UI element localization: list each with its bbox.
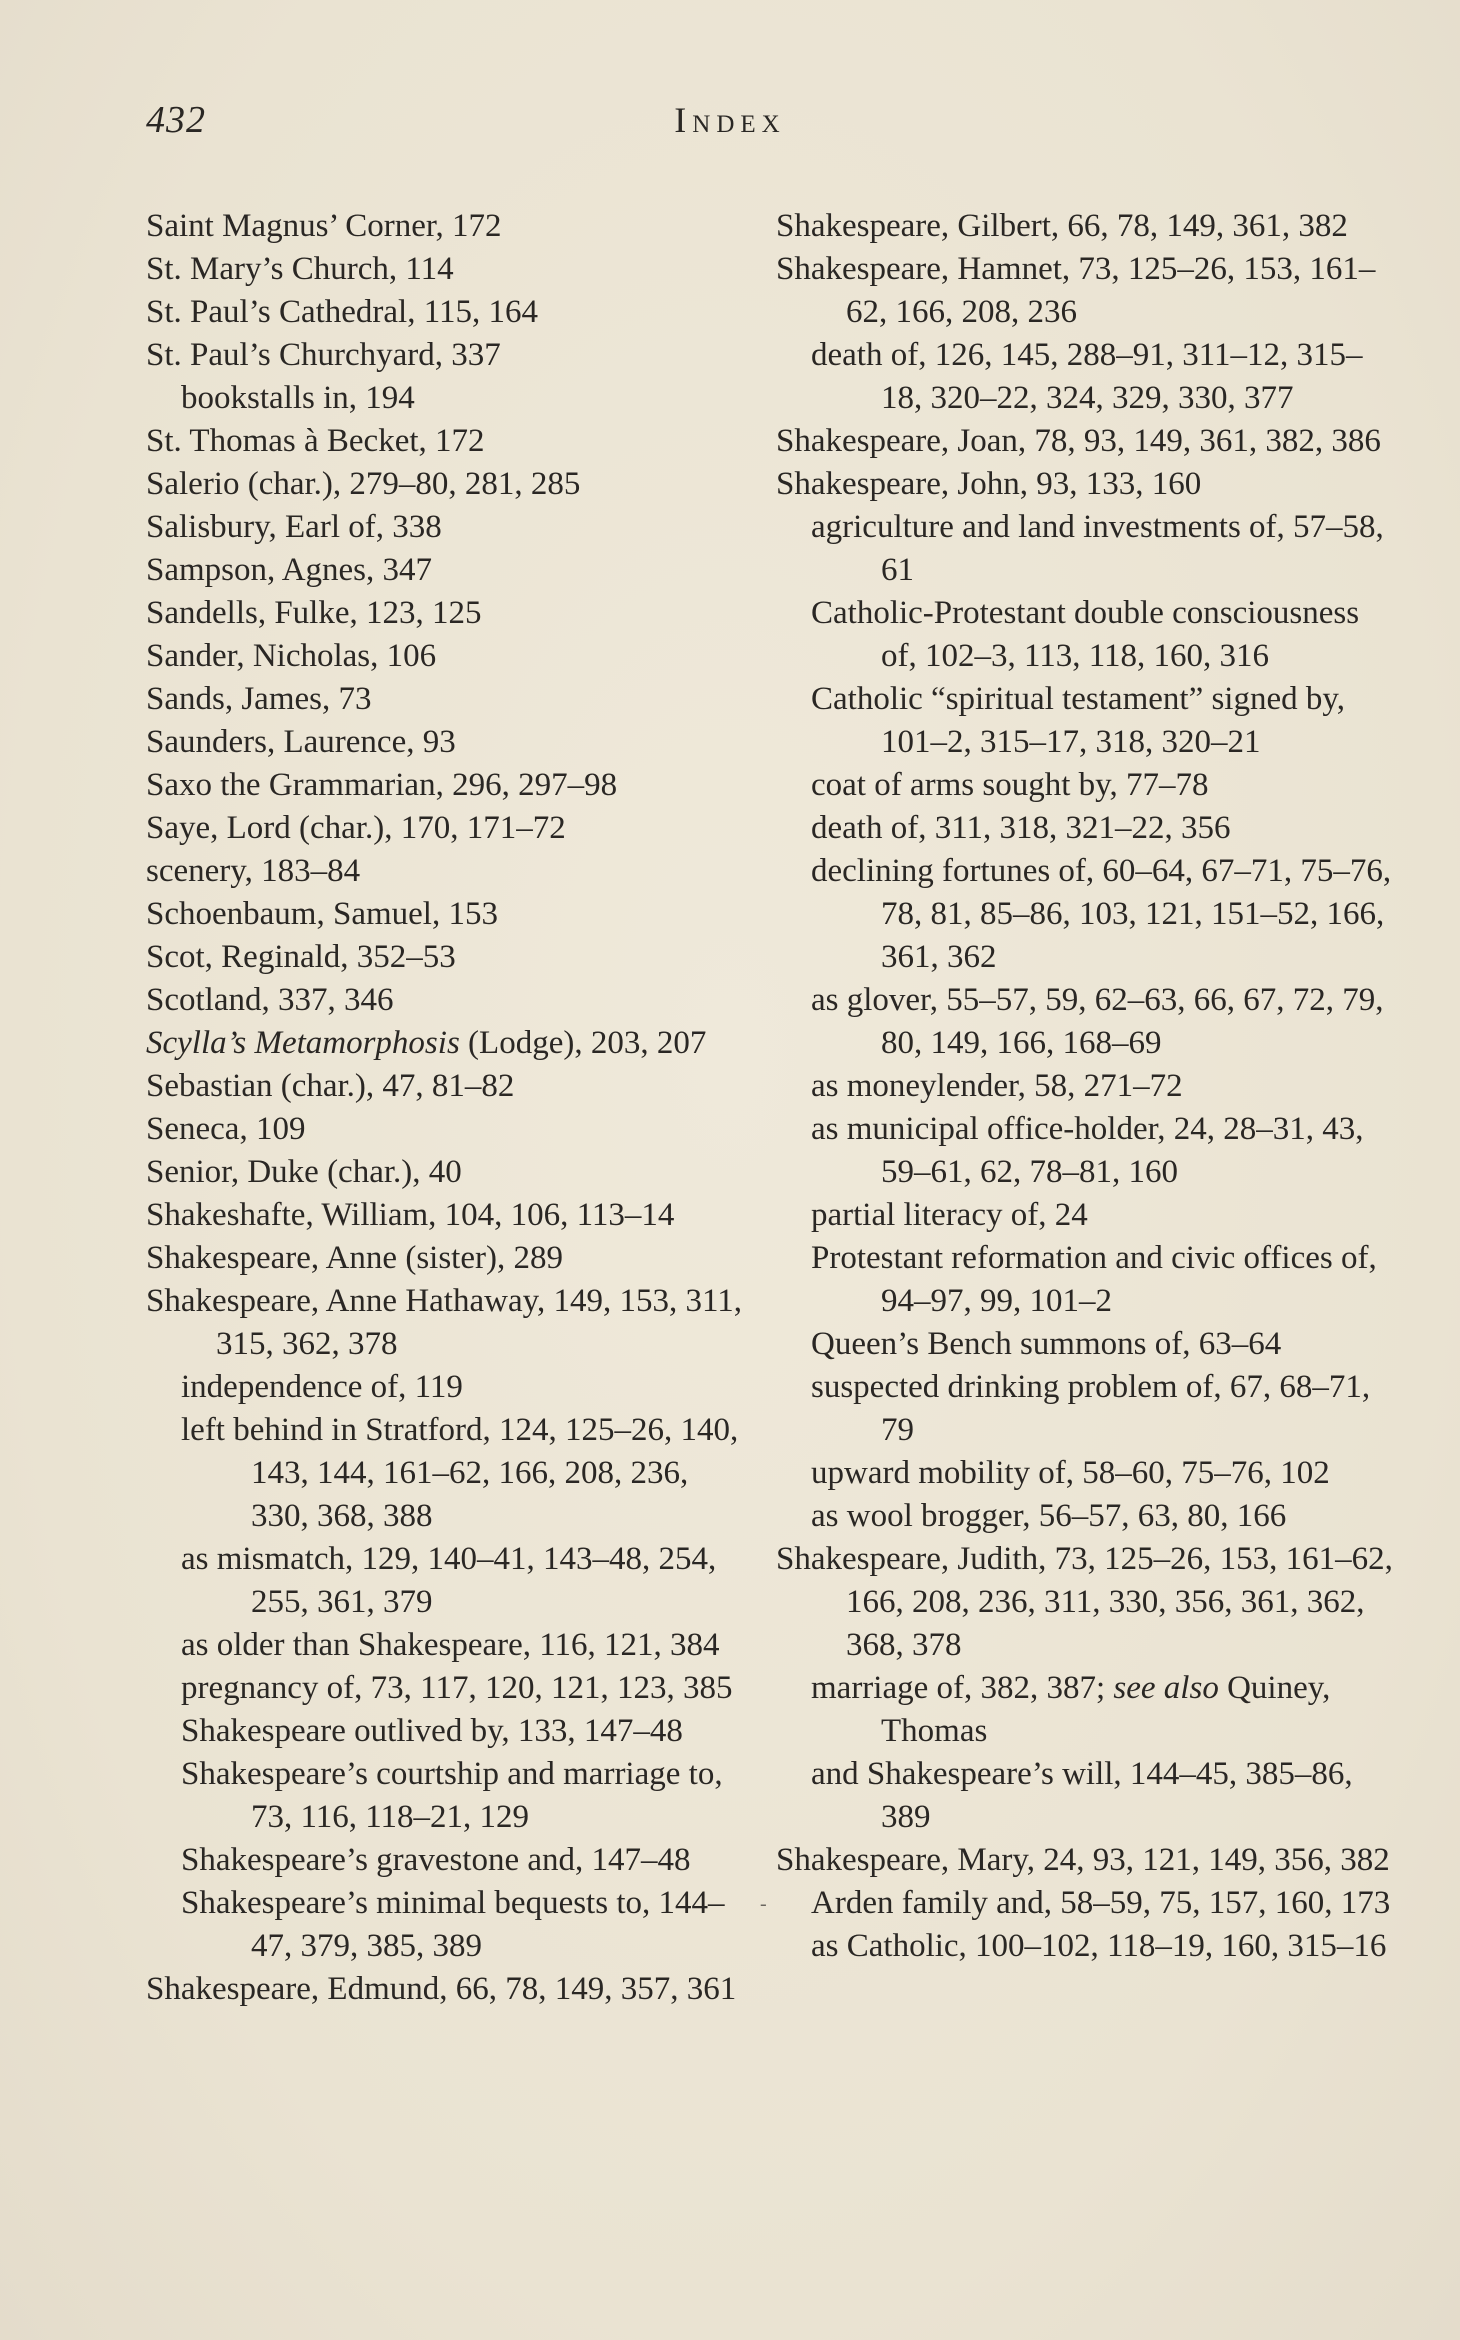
page-number: 432: [146, 99, 206, 141]
index-entry-title: Scylla’s Metamorphosis: [146, 1025, 460, 1061]
index-subentry: declining fortunes of, 60–64, 67–71, 75–76, 78, 81, 85–86, 103, 121, 151–52, 166, 361, 362: [811, 853, 1392, 975]
index-subentry: left behind in Stratford, 124, 125–26, 140, 143, 144, 161–62, 166, 208, 236, 330, 368, 388: [181, 1412, 739, 1534]
index-subentry: Catholic-Protestant double consciousness of, 102–3, 113, 118, 160, 316: [811, 595, 1360, 674]
running-head: Index: [674, 100, 786, 140]
index-entry: Salerio (char.), 279–80, 281, 285: [146, 466, 581, 502]
index-subentry: suspected drinking problem of, 67, 68–71, 79: [811, 1369, 1371, 1448]
index-column-right: [776, 205, 1396, 1968]
index-entry-text: marriage of, 382, 387;: [811, 1670, 1114, 1706]
index-column-left: [146, 205, 746, 2011]
index-entry-text: (Lodge), 203, 207: [459, 1025, 707, 1061]
index-entry: St. Thomas à Becket, 172: [146, 423, 485, 459]
index-subentry: as Catholic, 100–102, 118–19, 160, 315–16: [811, 1928, 1387, 1964]
index-entry: Saunders, Laurence, 93: [146, 724, 456, 760]
index-entry: Sandells, Fulke, 123, 125: [146, 595, 482, 631]
cross-reference-target: Quiney, Thomas: [881, 1670, 1331, 1749]
index-entry: [146, 1022, 746, 1065]
index-subentry: Arden family and, 58–59, 75, 157, 160, 173: [811, 1885, 1391, 1921]
index-entry: scenery, 183–84: [146, 853, 361, 889]
index-entry: Salisbury, Earl of, 338: [146, 509, 442, 545]
index-entry: Saxo the Grammarian, 296, 297–98: [146, 767, 618, 803]
index-subentry: bookstalls in, 194: [181, 380, 415, 416]
index-entry: Shakespeare, Edmund, 66, 78, 149, 357, 361: [146, 1971, 737, 2007]
index-subentry: death of, 311, 318, 321–22, 356: [811, 810, 1231, 846]
index-subentry: Shakespeare outlived by, 133, 147–48: [181, 1713, 683, 1749]
index-entry: Scot, Reginald, 352–53: [146, 939, 456, 975]
index-entry: Sebastian (char.), 47, 81–82: [146, 1068, 515, 1104]
index-subentry: as municipal office-holder, 24, 28–31, 43, 59–61, 62, 78–81, 160: [811, 1111, 1364, 1190]
index-entry: Sands, James, 73: [146, 681, 372, 717]
index-entry: Saye, Lord (char.), 170, 171–72: [146, 810, 566, 846]
index-entry: Shakespeare, Mary, 24, 93, 121, 149, 356, 382: [776, 1842, 1390, 1878]
index-subentry: Shakespeare’s gravestone and, 147–48: [181, 1842, 691, 1878]
index-subentry: Queen’s Bench summons of, 63–64: [811, 1326, 1282, 1362]
index-entry: Shakespeare, Hamnet, 73, 125–26, 153, 161–62, 166, 208, 236: [776, 251, 1376, 330]
index-subentry: and Shakespeare’s will, 144–45, 385–86, 389: [811, 1756, 1353, 1835]
index-subentry: [776, 1667, 1396, 1753]
stray-mark: -: [760, 1893, 767, 1915]
index-entry: Shakespeare, Joan, 78, 93, 149, 361, 382, 386: [776, 423, 1381, 459]
index-entry: Schoenbaum, Samuel, 153: [146, 896, 498, 932]
index-subentry: death of, 126, 145, 288–91, 311–12, 315–18, 320–22, 324, 329, 330, 377: [811, 337, 1363, 416]
index-subentry: as moneylender, 58, 271–72: [811, 1068, 1183, 1104]
index-subentry: independence of, 119: [181, 1369, 463, 1405]
index-entry: Shakespeare, Anne Hathaway, 149, 153, 311, 315, 362, 378: [146, 1283, 742, 1362]
index-subentry: agriculture and land investments of, 57–58, 61: [811, 509, 1384, 588]
index-entry: Shakespeare, John, 93, 133, 160: [776, 466, 1202, 502]
index-entry: Saint Magnus’ Corner, 172: [146, 208, 502, 244]
index-entry: Senior, Duke (char.), 40: [146, 1154, 462, 1190]
index-entry: Shakespeare, Anne (sister), 289: [146, 1240, 563, 1276]
index-subentry: Shakespeare’s courtship and marriage to, 73, 116, 118–21, 129: [181, 1756, 723, 1835]
index-entry: St. Paul’s Churchyard, 337: [146, 337, 501, 373]
index-subentry: coat of arms sought by, 77–78: [811, 767, 1209, 803]
index-entry: Sander, Nicholas, 106: [146, 638, 437, 674]
index-subentry: as mismatch, 129, 140–41, 143–48, 254, 255, 361, 379: [181, 1541, 717, 1620]
index-entry: St. Mary’s Church, 114: [146, 251, 454, 287]
cross-reference-label: see also: [1113, 1670, 1219, 1706]
index-subentry: as glover, 55–57, 59, 62–63, 66, 67, 72, 79, 80, 149, 166, 168–69: [811, 982, 1384, 1061]
index-subentry: as wool brogger, 56–57, 63, 80, 166: [811, 1498, 1287, 1534]
index-subentry: as older than Shakespeare, 116, 121, 384: [181, 1627, 720, 1663]
index-entry: Shakespeare, Gilbert, 66, 78, 149, 361, 382: [776, 208, 1348, 244]
index-entry: Scotland, 337, 346: [146, 982, 394, 1018]
index-subentry: Shakespeare’s minimal bequests to, 144–47, 379, 385, 389: [181, 1885, 725, 1964]
index-entry: Shakeshafte, William, 104, 106, 113–14: [146, 1197, 675, 1233]
index-subentry: Protestant reformation and civic offices of, 94–97, 99, 101–2: [811, 1240, 1377, 1319]
index-entry: Seneca, 109: [146, 1111, 306, 1147]
index-subentry: Catholic “spiritual testament” signed by, 101–2, 315–17, 318, 320–21: [811, 681, 1345, 760]
index-subentry: partial literacy of, 24: [811, 1197, 1088, 1233]
index-entry: Sampson, Agnes, 347: [146, 552, 433, 588]
index-entry: St. Paul’s Cathedral, 115, 164: [146, 294, 539, 330]
index-subentry: upward mobility of, 58–60, 75–76, 102: [811, 1455, 1330, 1491]
index-entry: Shakespeare, Judith, 73, 125–26, 153, 161–62, 166, 208, 236, 311, 330, 356, 361, 362, 368, 378: [776, 1541, 1393, 1663]
index-subentry: pregnancy of, 73, 117, 120, 121, 123, 385: [181, 1670, 733, 1706]
